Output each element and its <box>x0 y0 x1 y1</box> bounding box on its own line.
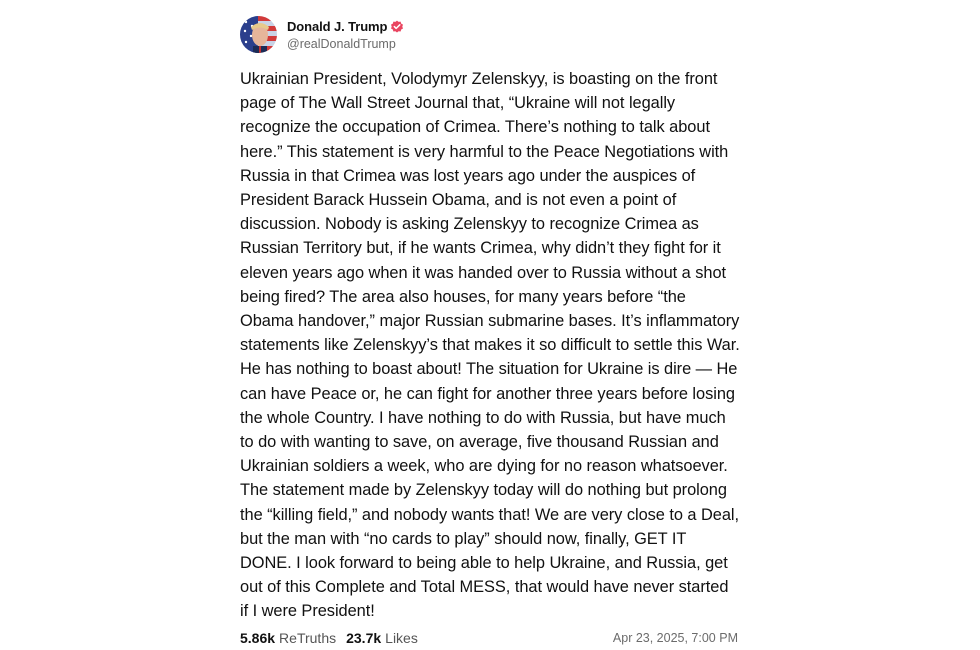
post-footer <box>240 628 740 648</box>
post-card <box>240 15 740 646</box>
author-display-name[interactable]: Donald J. Trump <box>287 19 388 34</box>
author-info <box>287 18 404 51</box>
likes-label: Likes <box>385 630 418 646</box>
post-header <box>240 15 740 53</box>
post-text: Ukrainian President, Volodymyr Zelenskyy, is boasting on the front page of The Wall Street Journal that, “Ukraine will not legally recognize the occupation of Crimea. There’s nothing to talk about here.” This statement is very harmful to the Peace Negotiations with Russia in that Crimea was lost years ago under the auspices of President Barack Hussein Obama, and is not even a point of discussion. Nobody is asking Zelenskyy to recognize Crimea as Russian Territory but, if he wants Crimea, why didn’t they fight for it eleven years ago when it was handed over to Russia without a shot being fired? The area also houses, for many years before “the Obama handover,” major Russian submarine bases. It’s inflammatory statements like Zelenskyy’s that makes it so difficult to settle this War. He has nothing to boast about! The situation for Ukraine is dire — He can have Peace or, he can fight for another three years before losing the whole Country. I have nothing to do with Russia, but have much to do with wanting to save, on average, five thousand Russian and Ukrainian soldiers a week, who are dying for no reason whatsoever. The statement made by Zelenskyy today will do nothing but prolong the “killing field,” and nobody wants that! We are very close to a Deal, but the man with “no cards to play” should now, finally, GET IT DONE. I look forward to being able to help Ukraine, and Russia, get out of this Complete and Total MESS, that would have never started if I were President! <box>240 70 740 621</box>
post-timestamp[interactable]: Apr 23, 2025, 7:00 PM <box>612 631 738 645</box>
retruths-stat[interactable] <box>240 630 336 646</box>
display-name-row <box>287 18 404 36</box>
likes-count: 23.7k <box>346 630 382 646</box>
author-handle[interactable]: @realDonaldTrump <box>287 36 396 51</box>
likes-stat[interactable] <box>346 630 418 646</box>
retruths-label: ReTruths <box>279 630 337 646</box>
verified-badge-icon <box>390 20 404 34</box>
retruths-count: 5.86k <box>240 630 276 646</box>
avatar-image <box>240 16 277 53</box>
avatar[interactable] <box>240 16 277 53</box>
